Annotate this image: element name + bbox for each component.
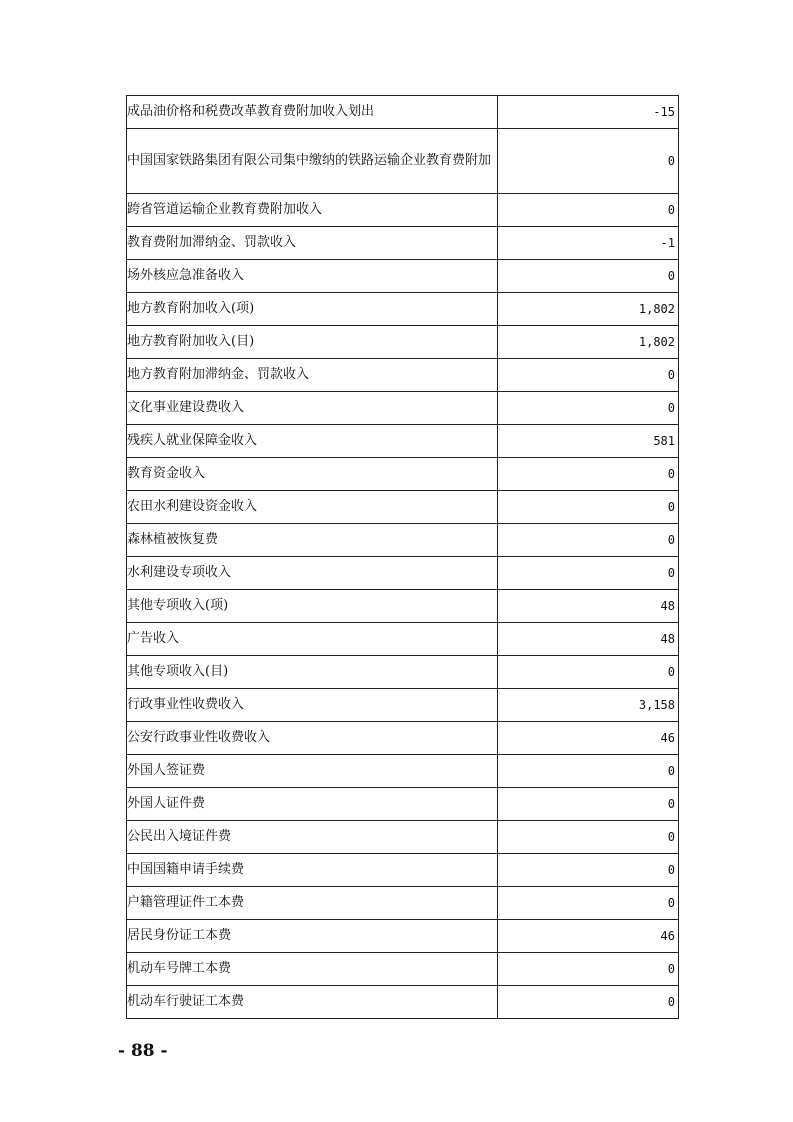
row-value: 1,802 (498, 293, 679, 326)
row-value: 0 (498, 986, 679, 1019)
table-row (127, 590, 679, 623)
row-label: 广告收入 (127, 623, 498, 656)
row-label: 教育资金收入 (127, 458, 498, 491)
row-value: 3,158 (498, 689, 679, 722)
row-label: 其他专项收入(项) (127, 590, 498, 623)
row-label: 户籍管理证件工本费 (127, 887, 498, 920)
table-row (127, 359, 679, 392)
row-value: 0 (498, 491, 679, 524)
row-value: 0 (498, 755, 679, 788)
table-row (127, 656, 679, 689)
table-row (127, 96, 679, 129)
row-label: 成品油价格和税费改革教育费附加收入划出 (127, 96, 498, 129)
table-row (127, 887, 679, 920)
row-value: 0 (498, 458, 679, 491)
table-row (127, 557, 679, 590)
table-row (127, 821, 679, 854)
table-row (127, 326, 679, 359)
row-value: 0 (498, 359, 679, 392)
table-row (127, 293, 679, 326)
table-row (127, 623, 679, 656)
row-value: -15 (498, 96, 679, 129)
row-value: 0 (498, 953, 679, 986)
row-label: 跨省管道运输企业教育费附加收入 (127, 194, 498, 227)
row-label: 森林植被恢复费 (127, 524, 498, 557)
table-row (127, 920, 679, 953)
row-value: 0 (498, 887, 679, 920)
table-body (127, 96, 679, 1019)
row-value: 1,802 (498, 326, 679, 359)
row-value: 0 (498, 194, 679, 227)
row-value: 581 (498, 425, 679, 458)
row-label: 外国人签证费 (127, 755, 498, 788)
row-value: 48 (498, 623, 679, 656)
table-row (127, 755, 679, 788)
row-value: 0 (498, 656, 679, 689)
row-label: 公民出入境证件费 (127, 821, 498, 854)
row-label: 教育费附加滞纳金、罚款收入 (127, 227, 498, 260)
row-label: 外国人证件费 (127, 788, 498, 821)
row-label: 中国国籍申请手续费 (127, 854, 498, 887)
row-label: 残疾人就业保障金收入 (127, 425, 498, 458)
row-label: 中国国家铁路集团有限公司集中缴纳的铁路运输企业教育费附加 (127, 129, 498, 194)
table-row (127, 392, 679, 425)
row-value: 0 (498, 260, 679, 293)
table-row (127, 260, 679, 293)
table-row (127, 227, 679, 260)
row-label: 居民身份证工本费 (127, 920, 498, 953)
table-row (127, 854, 679, 887)
row-value: 0 (498, 392, 679, 425)
table-row (127, 194, 679, 227)
row-label: 机动车行驶证工本费 (127, 986, 498, 1019)
row-label: 公安行政事业性收费收入 (127, 722, 498, 755)
row-value: 0 (498, 854, 679, 887)
table-row (127, 524, 679, 557)
table-row (127, 986, 679, 1019)
row-value: 0 (498, 821, 679, 854)
table-row (127, 788, 679, 821)
table-row (127, 458, 679, 491)
row-value: 0 (498, 129, 679, 194)
row-label: 农田水利建设资金收入 (127, 491, 498, 524)
row-label: 水利建设专项收入 (127, 557, 498, 590)
row-label: 地方教育附加收入(目) (127, 326, 498, 359)
table-row (127, 129, 679, 194)
row-value: 0 (498, 524, 679, 557)
row-label: 地方教育附加收入(项) (127, 293, 498, 326)
row-value: 48 (498, 590, 679, 623)
table-row (127, 425, 679, 458)
row-label: 行政事业性收费收入 (127, 689, 498, 722)
row-label: 地方教育附加滞纳金、罚款收入 (127, 359, 498, 392)
page-number: - 88 - (118, 1041, 168, 1061)
table-row (127, 689, 679, 722)
table-row (127, 722, 679, 755)
budget-table (126, 95, 679, 1019)
row-value: 0 (498, 788, 679, 821)
row-label: 文化事业建设费收入 (127, 392, 498, 425)
row-value: -1 (498, 227, 679, 260)
row-label: 机动车号牌工本费 (127, 953, 498, 986)
row-value: 46 (498, 722, 679, 755)
table-row (127, 953, 679, 986)
row-label: 其他专项收入(目) (127, 656, 498, 689)
table-row (127, 491, 679, 524)
row-label: 场外核应急准备收入 (127, 260, 498, 293)
row-value: 0 (498, 557, 679, 590)
row-value: 46 (498, 920, 679, 953)
